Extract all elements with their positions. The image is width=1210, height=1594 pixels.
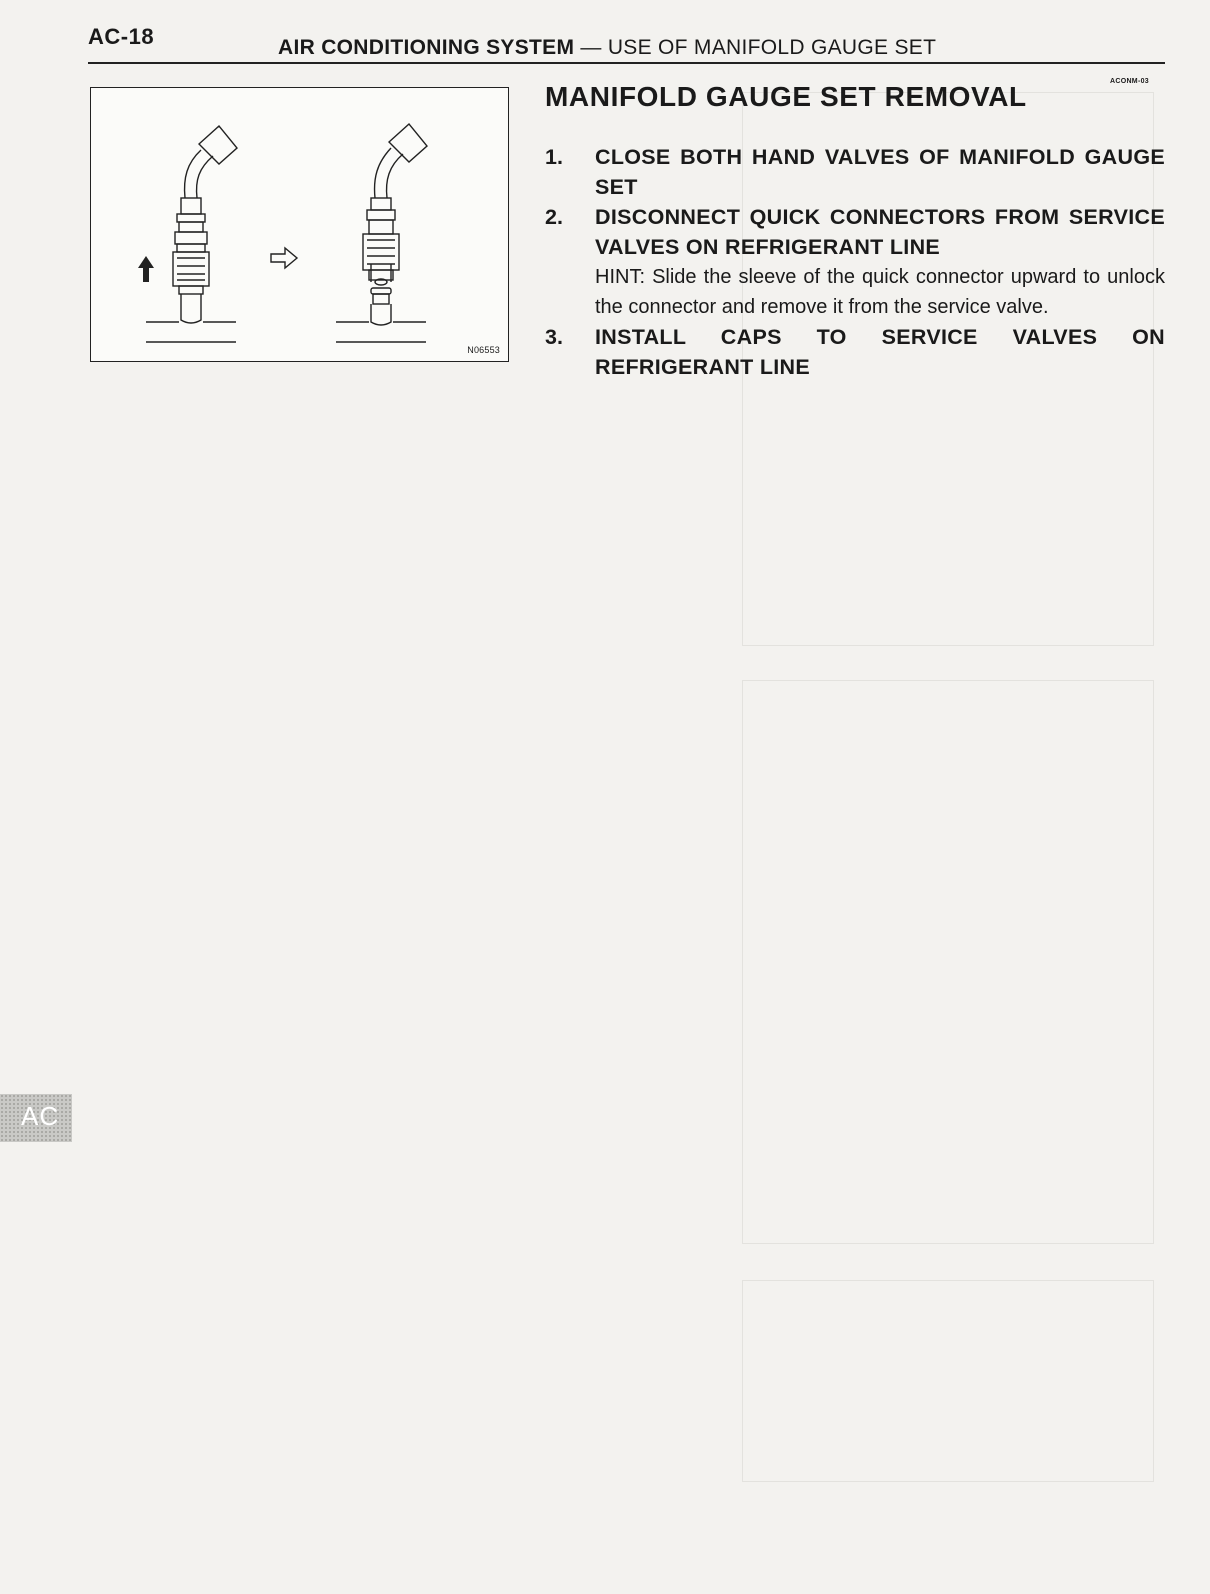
- step-3: [545, 322, 1165, 382]
- header-title: [278, 36, 936, 60]
- quick-connector-illustration: [90, 87, 509, 362]
- document-code: ACONM-03: [1110, 78, 1149, 85]
- page-number: AC-18: [88, 24, 155, 49]
- header-rule: [88, 62, 1165, 64]
- quick-connector-drawing: [91, 88, 508, 361]
- section-title: MANIFOLD GAUGE SET REMOVAL: [545, 81, 1027, 112]
- section-tab-label: AC: [21, 1101, 60, 1131]
- step-2: [545, 202, 1165, 322]
- step-number: 3.: [545, 325, 563, 349]
- step-number: 1.: [545, 145, 563, 169]
- bleed-through-panel-bottom: [742, 1280, 1154, 1482]
- step-text: DISCONNECT QUICK CONNECTORS FROM SERVICE VALVES ON REFRIGERANT LINE: [595, 205, 1165, 259]
- step-text: CLOSE BOTH HAND VALVES OF MANIFOLD GAUGE SET: [595, 145, 1165, 199]
- step-number: 2.: [545, 205, 563, 229]
- step-content: [595, 142, 1165, 202]
- step-hint: HINT: Slide the sleeve of the quick connector upward to unlock the connector and remove it from the service valve.: [595, 266, 1165, 318]
- step-content: [595, 202, 1165, 322]
- bleed-through-panel-middle: [742, 680, 1154, 1244]
- up-arrow-icon: [138, 256, 154, 282]
- figure-id: N06553: [467, 345, 500, 355]
- step-text: INSTALL CAPS TO SERVICE VALVES ON REFRIGERANT LINE: [595, 325, 1165, 379]
- header-subsection-name: — USE OF MANIFOLD GAUGE SET: [574, 36, 937, 59]
- header-section-name: AIR CONDITIONING SYSTEM: [278, 36, 575, 59]
- step-1: [545, 142, 1165, 202]
- step-content: [595, 322, 1165, 382]
- step-list: [545, 142, 1165, 382]
